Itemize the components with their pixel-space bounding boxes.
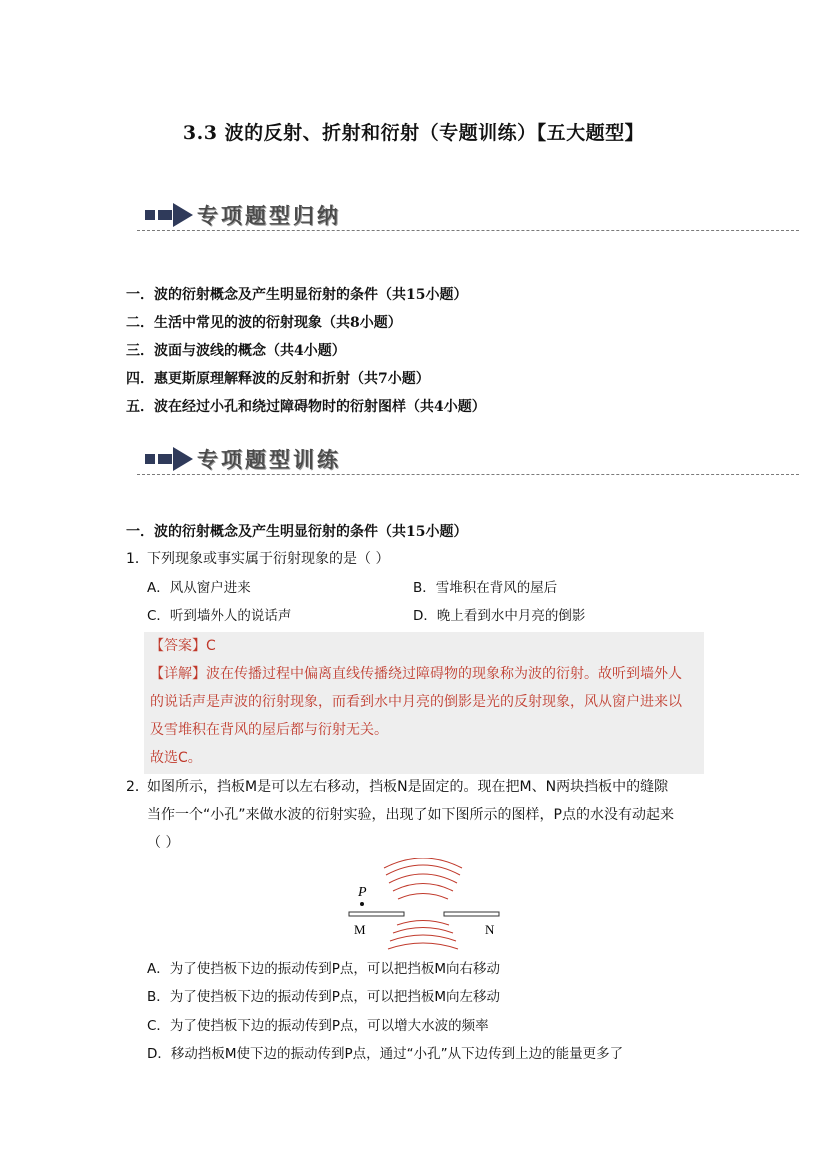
diffraction-diagram [340,858,510,958]
detail-text: 的说话声是声波的衍射现象，而看到水中月亮的倒影是光的反射现象，风从窗户进来以 [150,694,682,710]
option-b: B．为了使挡板下边的振动传到P点，可以把挡板M向左移动 [147,989,501,1005]
section-heading: 一．波的衍射概念及产生明显衍射的条件（共15小题） [126,524,468,540]
plate-n [444,912,499,916]
point-p [360,902,364,906]
topic-item: 三．波面与波线的概念（共4小题） [126,343,346,359]
wave-fronts-below [388,921,458,950]
detail-text: 波在传播过程中偏离直线传播绕过障碍物的现象称为波的衍射。故听到墙外人 [206,666,682,682]
answer-panel [144,632,704,774]
arrow-right-icon [145,202,195,228]
question-stem: （ ） [147,835,180,851]
detail-text: 及雪堆积在背风的屋后都与衍射无关。 [150,722,388,738]
question-stem: 如图所示，挡板M是可以左右移动，挡板N是固定的。现在把M、N两块挡板中的缝隙 [147,779,669,795]
option-a: A．为了使挡板下边的振动传到P点，可以把挡板M向右移动 [147,961,501,977]
banner-title: 专项题型训练 [197,447,341,472]
document-title: 3.3 波的反射、折射和衍射（专题训练）【五大题型】 [182,122,645,144]
plate-m [349,912,404,916]
answer-conclusion: 故选C。 [150,750,202,766]
option-c: C．为了使挡板下边的振动传到P点，可以增大水波的频率 [147,1018,489,1034]
option-c: C．听到墙外人的说话声 [147,608,292,624]
option-d: D．移动挡板M使下边的振动传到P点，通过“小孔”从下边传到上边的能量更多了 [147,1046,624,1062]
wave-fronts-above [384,858,462,899]
option-a: A．风从窗户进来 [147,580,251,596]
topic-item: 五．波在经过小孔和绕过障碍物时的衍射图样（共4小题） [126,399,486,415]
question-stem: 下列现象或事实属于衍射现象的是（ ） [147,551,390,567]
section-banner-training [137,442,799,484]
banner-divider [137,230,799,231]
question-stem: 当作一个“小孔”来做水波的衍射实验，出现了如下图所示的图样，P点的水没有动起来 [147,807,674,823]
option-b: B．雪堆积在背风的屋后 [413,580,558,596]
topic-item: 四．惠更斯原理解释波的反射和折射（共7小题） [126,371,430,387]
arrow-right-icon [145,446,195,472]
section-banner-summary [137,198,799,240]
label-p: P [358,885,367,900]
banner-title: 专项题型归纳 [197,203,341,228]
topic-item: 二．生活中常见的波的衍射现象（共8小题） [126,315,402,331]
answer-label: 【答案】C [150,638,216,654]
detail-label: 【详解】 [150,666,206,682]
label-n: N [485,922,495,937]
question-number: 1． [126,551,149,567]
banner-divider [137,474,799,475]
question-number: 2． [126,779,149,795]
option-d: D．晚上看到水中月亮的倒影 [413,608,586,624]
label-m: M [354,922,366,937]
topic-item: 一．波的衍射概念及产生明显衍射的条件（共15小题） [126,287,468,303]
topic-list [126,285,486,425]
